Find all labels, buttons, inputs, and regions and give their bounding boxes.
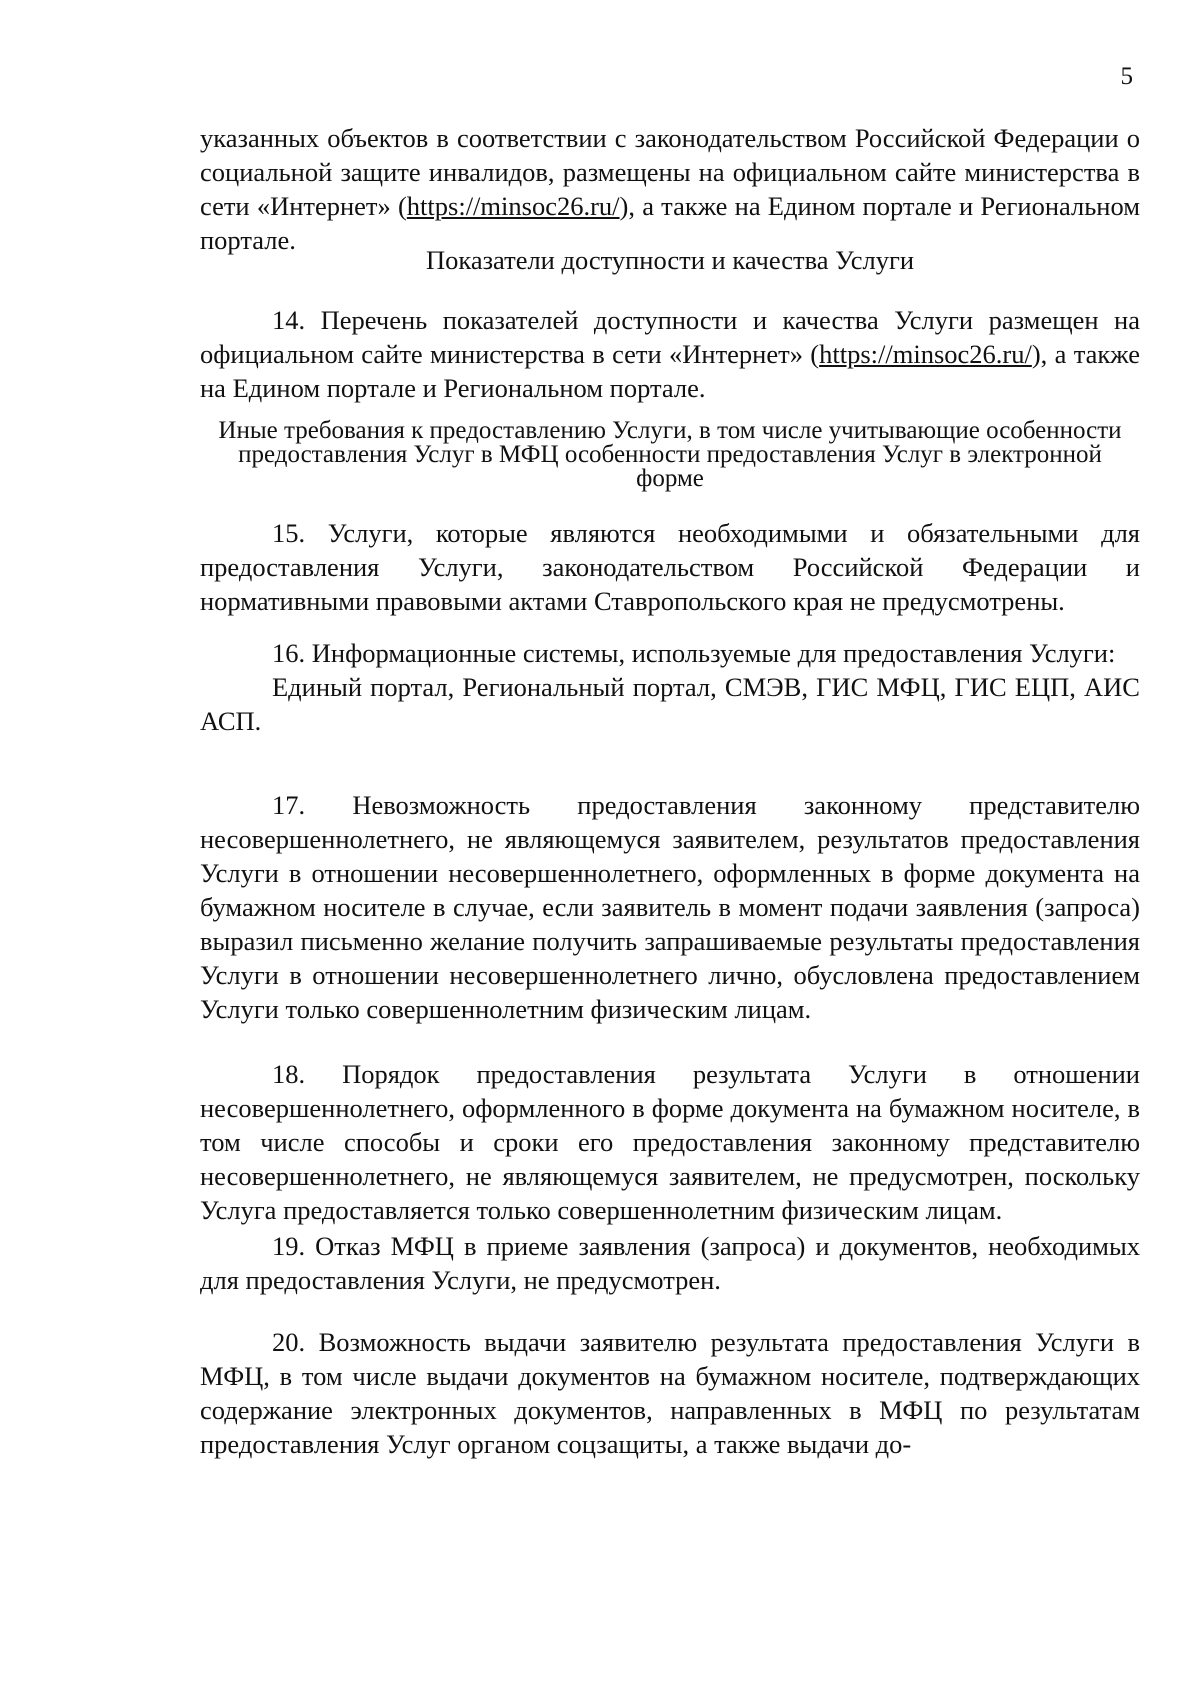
section-heading-other-requirements: Иные требования к предоставлению Услуги, в том числе учитывающие особенности предоставления Услуг в МФЦ особенности предоставления Услуг в электронной форме [218,417,1122,492]
paragraph-17-block [200,788,1140,1026]
paragraph-15-block [200,516,1140,618]
paragraph-18-block [200,1057,1140,1227]
paragraph-20: 20. Возможность выдачи заявителю результата предоставления Услуги в МФЦ, в том числе выдачи документов на бумажном носителе, подтверждающих содержание электронных документов, направленных в МФЦ по результатам предоставления Услуг органом соцзащиты, а также выдачи до- [200,1327,1140,1459]
paragraph-17: 17. Невозможность предоставления законному представителю несовершеннолетнего, не являющемуся заявителем, результатов предоставления Услуги в отношении несовершеннолетнего, оформленных в форме документа на бумажном носителе в случае, если заявитель в момент подачи заявления (запроса) выразил письменно желание получить запрашиваемые результаты предоставления Услуги в отношении несовершеннолетнего лично, обусловлена предоставлением Услуги только совершеннолетним физическим лицам. [200,790,1140,1024]
paragraph-19-block [200,1229,1140,1297]
paragraph-16-block [200,636,1140,738]
paragraph-18: 18. Порядок предоставления результата Услуги в отношении несовершеннолетнего, оформленного в форме документа на бумажном носителе, в том числе способы и сроки его предоставления законному представителю несовершеннолетнего, не являющемуся заявителем, не предусмотрен, поскольку Услуга предоставляется только совершеннолетним физическим лицам. [200,1059,1140,1225]
heading-block-1 [200,243,1140,277]
paragraph-16: 16. Информационные системы, используемые для предоставления Услуги: [272,638,1116,668]
intro-text-end: ), а также на Едином портале и Региональном портале. [200,191,1141,255]
paragraph-14-text: 14. Перечень показателей доступности и качества Услуги размещен на официальном сайте министерства в сети «Интернет» ( [200,305,1140,369]
intro-paragraph [200,121,1140,257]
intro-paragraph-block [200,121,1140,257]
minsoc-link-2[interactable]: https://minsoc26.ru/ [819,339,1032,369]
page-number: 5 [1120,63,1133,90]
paragraph-19: 19. Отказ МФЦ в приеме заявления (запроса) и документов, необходимых для предоставления Услуги, не предусмотрен. [200,1231,1140,1295]
section-heading-quality: Показатели доступности и качества Услуги [425,245,915,275]
paragraph-15: 15. Услуги, которые являются необходимыми и обязательными для предоставления Услуги, законодательством Российской Федерации и нормативными правовыми актами Ставропольского края не предусмотрены. [200,518,1140,616]
paragraph-14-text-end: ), а также на Едином портале и Региональном портале. [200,339,1140,403]
minsoc-link[interactable]: https://minsoc26.ru/ [406,191,620,221]
paragraph-14 [200,303,1140,405]
paragraph-16-list: Единый портал, Региональный портал, СМЭВ, ГИС МФЦ, ГИС ЕЦП, АИС АСП. [200,672,1140,736]
heading-block-2 [205,419,1135,491]
paragraph-20-block [200,1325,1140,1461]
paragraph-14-block [200,303,1140,405]
intro-text: указанных объектов в соответствии с законодательством Российской Федерации о социальной защите инвалидов, размещены на официальном сайте министерства в сети «Интернет» ( [200,123,1140,221]
